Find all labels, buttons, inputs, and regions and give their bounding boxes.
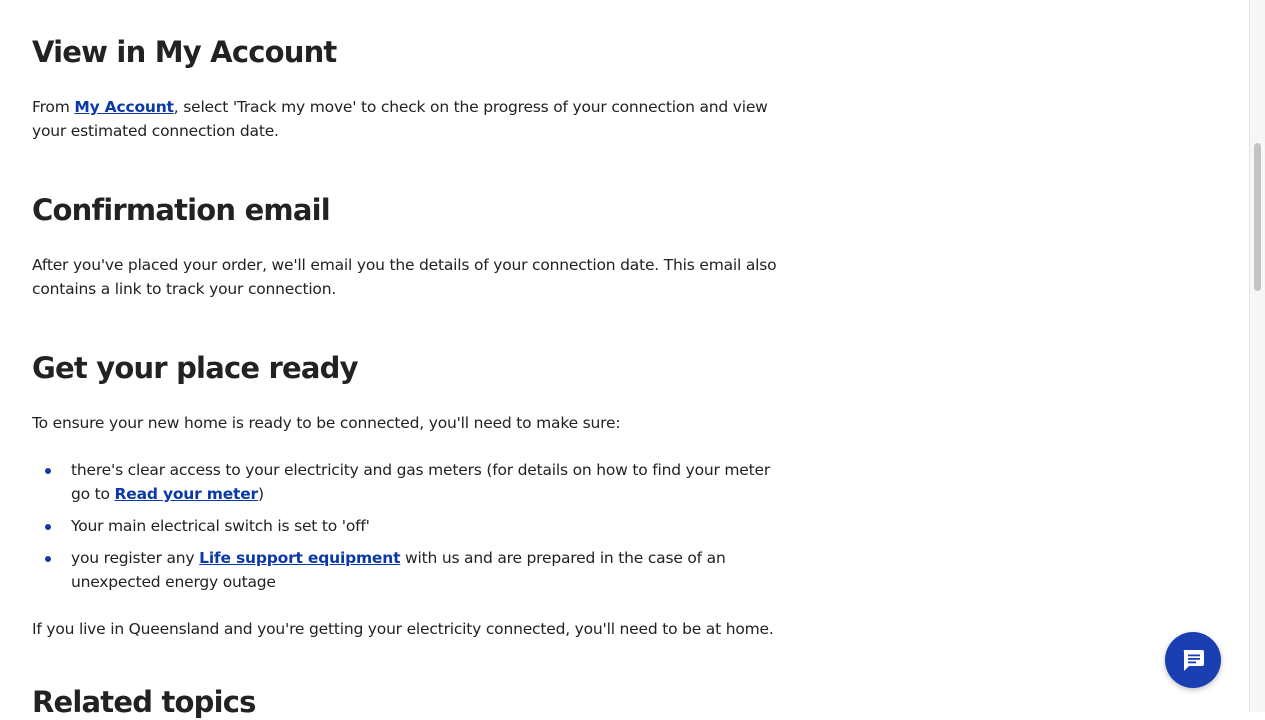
chat-message-icon	[1179, 646, 1207, 674]
text-segment: )	[258, 485, 264, 503]
paragraph-confirmation-email: After you've placed your order, we'll email you the details of your connection date. This email also contains a link to track your connection.	[32, 256, 777, 298]
bullet-icon	[45, 524, 51, 530]
heading-confirmation-email: Confirmation email	[32, 193, 330, 227]
checklist	[32, 458, 792, 602]
paragraph-ready-intro: To ensure your new home is ready to be connected, you'll need to make sure:	[32, 414, 621, 432]
paragraph-queensland-note: If you live in Queensland and you're getting your electricity connected, you'll need to be at home.	[32, 620, 774, 638]
heading-related-topics: Related topics	[32, 685, 256, 719]
my-account-link[interactable]: My Account	[74, 98, 174, 116]
life-support-equipment-link[interactable]: Life support equipment	[199, 549, 401, 567]
list-item	[32, 514, 792, 538]
scrollbar[interactable]	[1249, 0, 1265, 712]
text-segment: with us and are prepared in the case of an unexpected energy outage	[71, 549, 726, 591]
list-item	[32, 458, 792, 506]
bullet-icon	[45, 468, 51, 474]
text-segment: From	[32, 98, 75, 116]
scrollbar-thumb[interactable]	[1254, 143, 1261, 291]
read-your-meter-link[interactable]: Read your meter	[114, 485, 259, 503]
text-segment: , select 'Track my move' to check on the progress of your connection and view your estimated connection date.	[32, 98, 768, 140]
bullet-icon	[45, 556, 51, 562]
text-segment: you register any	[71, 549, 200, 567]
chat-button[interactable]	[1165, 632, 1221, 688]
heading-get-your-place-ready: Get your place ready	[32, 351, 358, 385]
heading-view-in-my-account: View in My Account	[32, 35, 337, 69]
paragraph-my-account	[32, 95, 792, 143]
list-item	[32, 546, 792, 594]
text-segment: Your main electrical switch is set to 'off'	[71, 517, 370, 535]
text-segment: there's clear access to your electricity and gas meters (for details on how to find your meter go to	[71, 461, 771, 503]
